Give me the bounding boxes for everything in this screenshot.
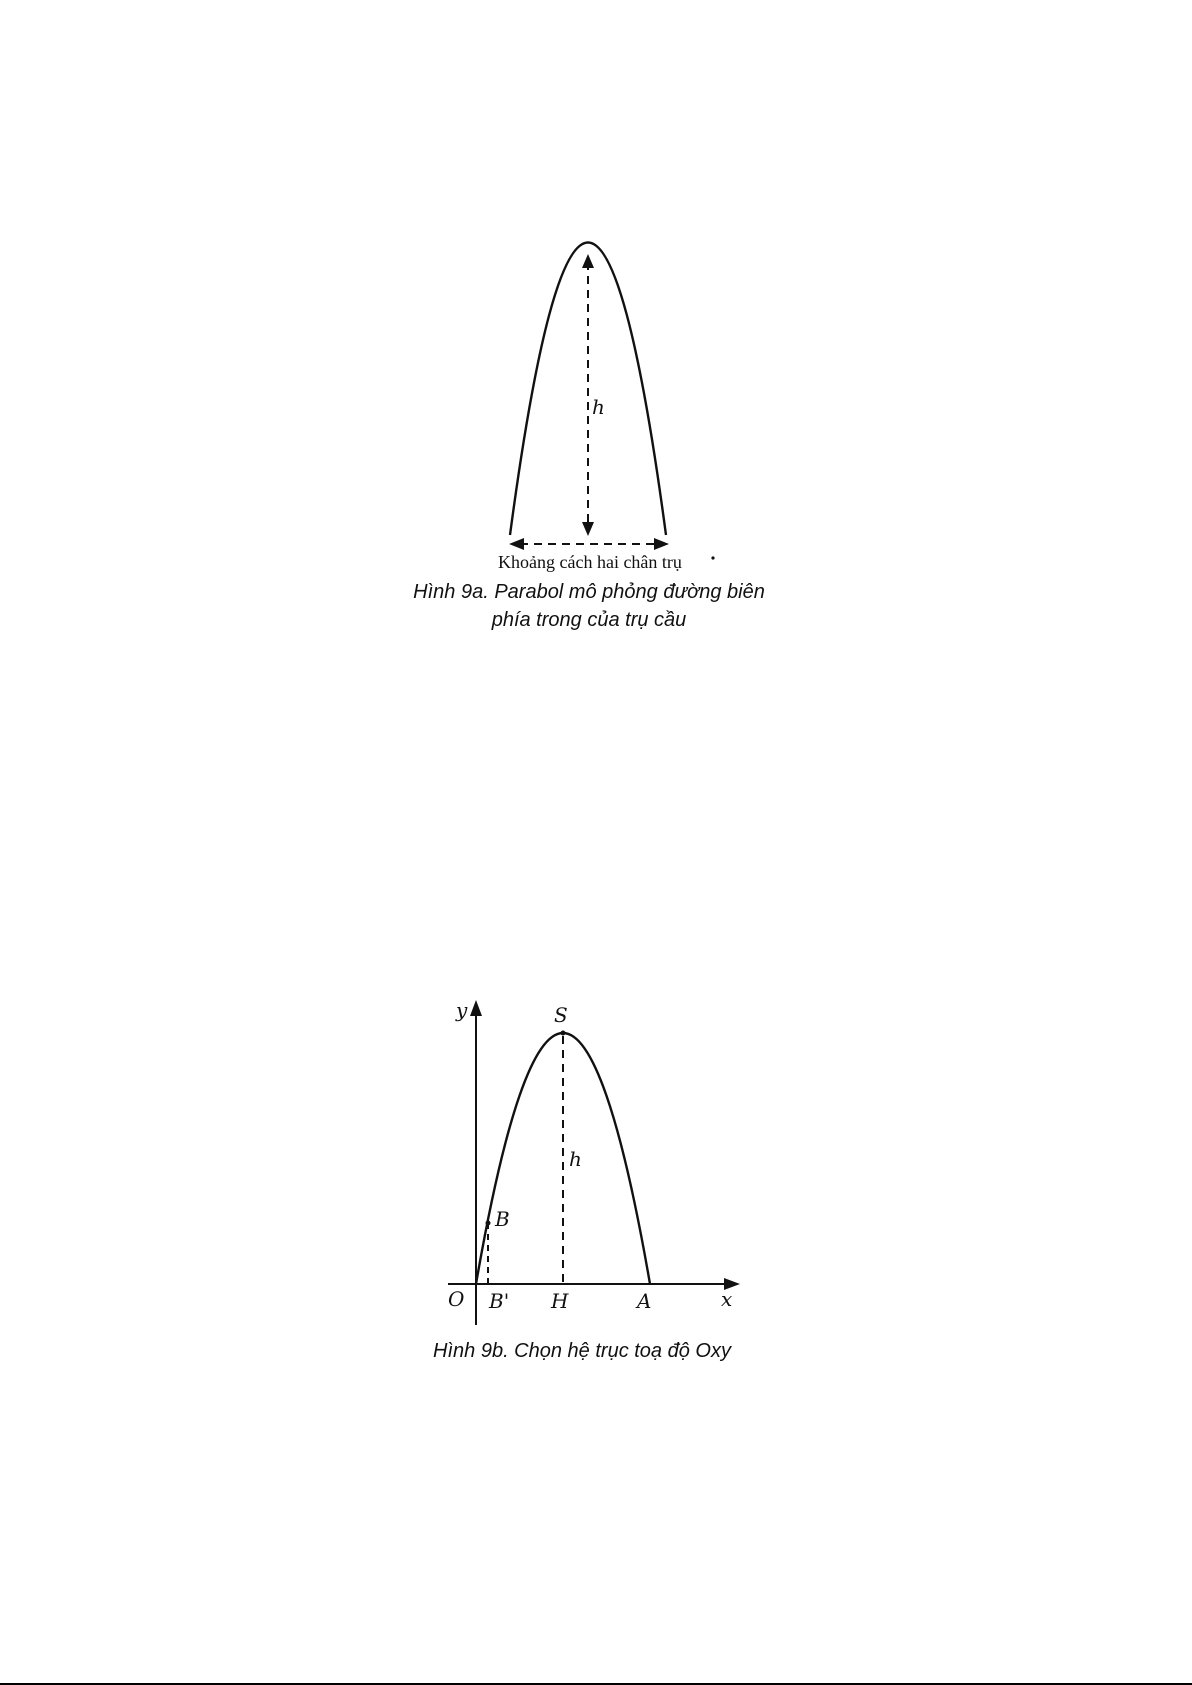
height-label-9b: h [569, 1147, 582, 1171]
height-label-9a: h [592, 395, 605, 419]
point-b-prime-label: B' [489, 1289, 510, 1313]
y-axis-label: y [456, 998, 468, 1022]
base-label-9a: Khoảng cách hai chân trụ [498, 552, 682, 572]
y-axis-arrow [470, 1000, 482, 1016]
caption-9a-line2: phía trong của trụ cầu [491, 609, 687, 631]
vertex-point-s [561, 1031, 566, 1036]
point-a-label: A [637, 1289, 652, 1313]
point-h-label: H [551, 1289, 569, 1313]
x-axis-label: x [721, 1287, 733, 1311]
caption-9b: Hình 9b. Chọn hệ trục toạ độ Oxy [433, 1340, 731, 1362]
origin-label: O [448, 1287, 465, 1311]
vertex-label-s: S [554, 1003, 568, 1027]
caption-9a-line1: Hình 9a. Parabol mô phỏng đường biên [413, 581, 765, 603]
point-b-label: B [495, 1207, 510, 1231]
point-b [486, 1221, 491, 1226]
